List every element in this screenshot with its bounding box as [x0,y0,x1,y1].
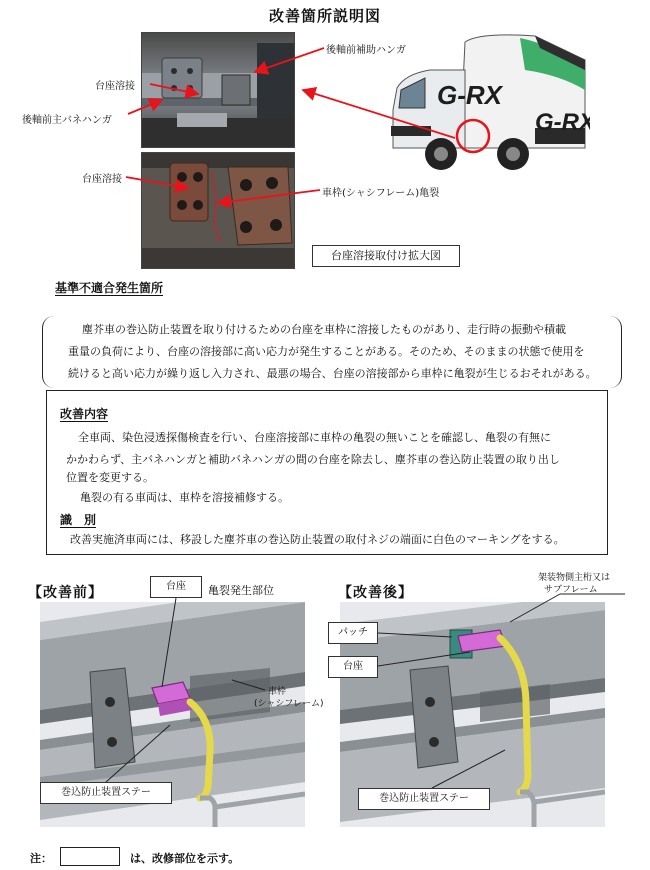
label-rear-axle-aux-hanger: 後軸前補助ハンガ [326,45,406,56]
nonconformity-heading: 基準不適合発生箇所 [55,281,164,295]
improvement-heading: 改善内容 [60,407,109,421]
before-daiza-box: 台座 [150,576,202,598]
identification-text: 改善実施済車両には、移設した塵芥車の巻込防止装置の取付ネジの端面に白色のマーキングをする。 [70,533,565,546]
label-daiza-welding-top: 台座溶接 [95,81,135,92]
after-patch-box: パッチ [328,622,378,644]
improvement-line-1: 全車両、染色浸透探傷検査を行い、台座溶接部に車枠の亀裂の無いことを確認し、亀裂の有無に [78,431,551,444]
note-prefix: 注： [30,852,52,865]
after-subframe-label-2: サブフレーム [544,585,598,595]
nonconformity-line-2: 重量の負荷により、台座の溶接部に高い応力が発生することがある。そのため、そのままの状態で使用を [68,345,585,358]
label-rear-axle-main-hanger: 後軸前主バネハンガ [22,115,112,126]
after-subframe-label-1: 架装物側主桁又は [538,573,611,583]
identification-heading: 識 別 [60,513,97,527]
truck-logo-rear: G-RX [535,109,590,136]
enlarged-view-caption: 台座溶接取付け拡大図 [312,245,460,267]
note-legend-box [60,847,120,866]
label-frame-crack: 車枠(シャシフレーム)亀裂 [322,188,440,199]
nonconformity-line-3: 続けると高い応力が繰り返し入力され、最悪の場合、台座の溶接部から車枠に亀裂が生じるおそれがある。 [68,367,597,380]
annotation-arrows-top [0,0,650,300]
improvement-line-3: 位置を変更する。 [66,471,154,484]
after-title: 【改善後】 [338,585,413,601]
page-title: 改善箇所説明図 [268,7,381,25]
improvement-line-4: 亀裂の有る車両は、車枠を溶接補修する。 [80,491,289,504]
leader-lines-bottom [0,560,650,840]
nonconformity-line-1: 塵芥車の巻込防止装置を取り付けるための台座を車枠に溶接したものがあり、走行時の振動や積載 [82,323,566,336]
before-stay-label: 巻込防止装置ステー [40,782,172,804]
before-frame-label-2: (シャシフレーム) [254,699,324,709]
before-title: 【改善前】 [28,585,103,601]
before-crack-location: 亀裂発生部位 [208,584,274,597]
label-daiza-welding-bottom: 台座溶接 [82,174,122,185]
truck-logo-left: G-RX [437,80,502,110]
after-daiza-box: 台座 [328,656,378,678]
improvement-line-2: かかわらず、主バネハンガと補助バネハンガの間の台座を除去し、塵芥車の巻込防止装置の取り出し [66,453,560,466]
before-frame-label-1: 車枠 [268,687,287,697]
after-stay-label: 巻込防止装置ステー [358,788,490,810]
note-suffix: は、改修部位を示す。 [130,852,240,865]
